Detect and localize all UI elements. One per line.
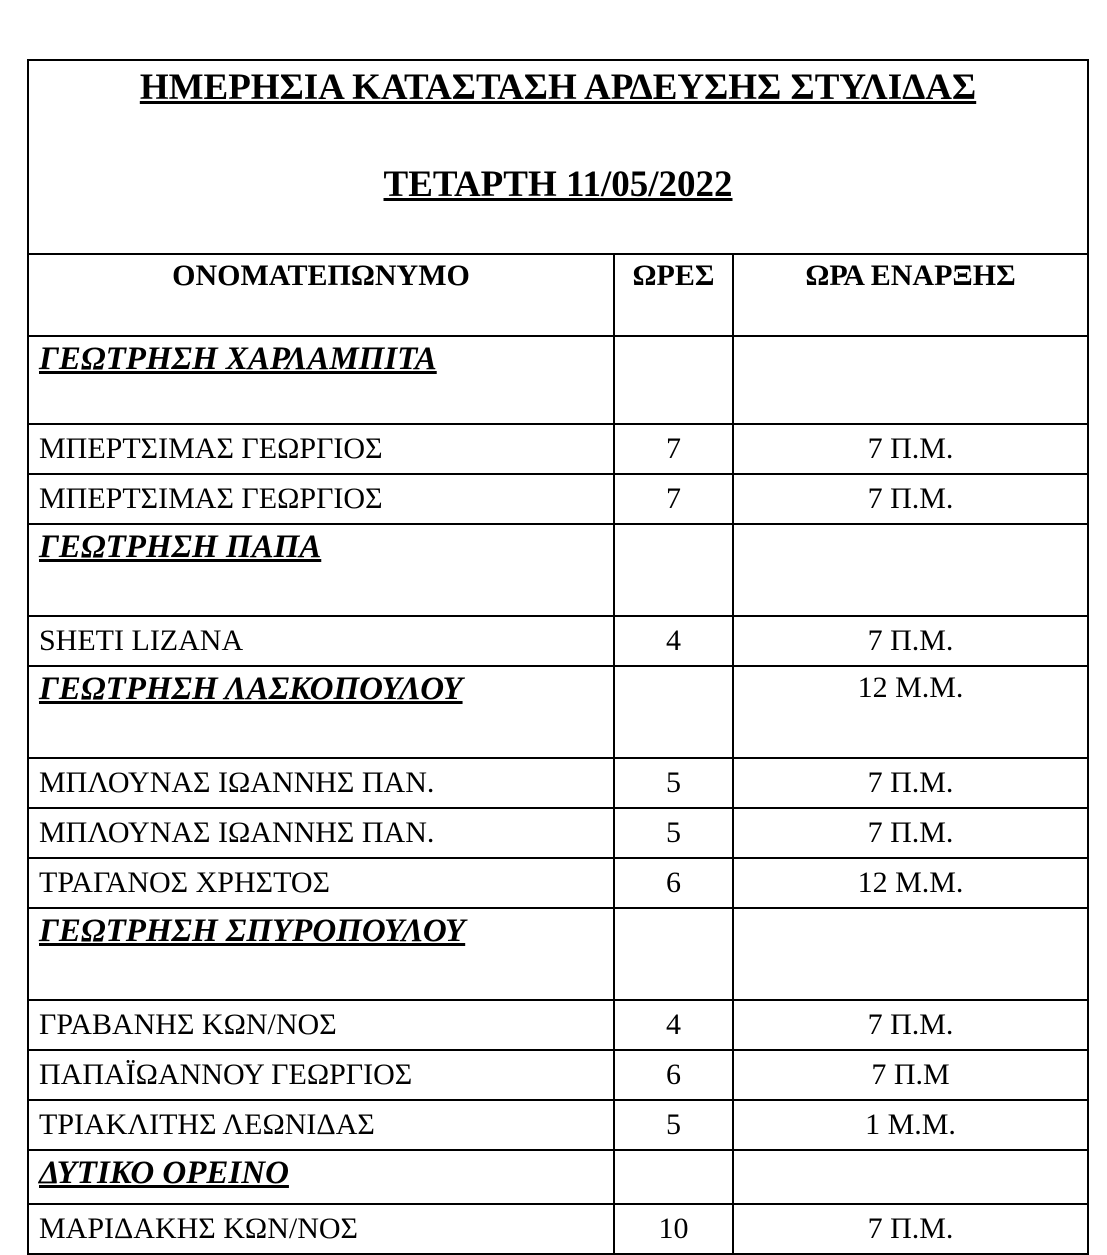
title-cell — [28, 60, 1088, 254]
table-row — [28, 808, 1088, 858]
section-name: ΓΕΩΤΡΗΣΗ ΧΑΡΛΑΜΠΙΤΑ — [28, 336, 614, 424]
row-name: ΜΠΛΟΥΝΑΣ ΙΩΑΝΝΗΣ ΠΑΝ. — [28, 758, 614, 808]
row-start: 12 Μ.Μ. — [733, 858, 1088, 908]
row-start: 7 Π.Μ. — [733, 474, 1088, 524]
section-row — [28, 908, 1088, 1000]
row-name: ΤΡΙΑΚΛΙΤΗΣ ΛΕΩΝΙΔΑΣ — [28, 1100, 614, 1150]
row-hours: 10 — [614, 1204, 733, 1254]
irrigation-schedule-document — [27, 59, 1087, 1255]
row-name: ΓΡΑΒΑΝΗΣ ΚΩΝ/ΝΟΣ — [28, 1000, 614, 1050]
row-hours: 6 — [614, 858, 733, 908]
section-row — [28, 1150, 1088, 1204]
table-row — [28, 858, 1088, 908]
table-row — [28, 474, 1088, 524]
section-name: ΔΥΤΙΚΟ ΟΡΕΙΝΟ — [28, 1150, 614, 1204]
row-name: ΜΠΕΡΤΣΙΜΑΣ ΓΕΩΡΓΙΟΣ — [28, 474, 614, 524]
table-row — [28, 1100, 1088, 1150]
row-start: 7 Π.Μ. — [733, 424, 1088, 474]
row-name: ΠΑΠΑΪΩΑΝΝΟΥ ΓΕΩΡΓΙΟΣ — [28, 1050, 614, 1100]
header-row — [28, 254, 1088, 336]
row-start: 7 Π.Μ. — [733, 808, 1088, 858]
row-name: ΜΑΡΙΔΑΚΗΣ ΚΩΝ/ΝΟΣ — [28, 1204, 614, 1254]
table-row — [28, 616, 1088, 666]
row-hours: 7 — [614, 424, 733, 474]
section-row — [28, 666, 1088, 758]
section-name: ΓΕΩΤΡΗΣΗ ΣΠΥΡΟΠΟΥΛΟΥ — [28, 908, 614, 1000]
row-start: 7 Π.Μ. — [733, 616, 1088, 666]
section-start — [733, 908, 1088, 1000]
section-start — [733, 1150, 1088, 1204]
section-hours — [614, 908, 733, 1000]
header-name: ΟΝΟΜΑΤΕΠΩΝΥΜΟ — [28, 254, 614, 336]
schedule-table — [27, 59, 1089, 1255]
section-start — [733, 524, 1088, 616]
section-hours — [614, 336, 733, 424]
section-row — [28, 524, 1088, 616]
row-hours: 6 — [614, 1050, 733, 1100]
row-hours: 5 — [614, 808, 733, 858]
section-row — [28, 336, 1088, 424]
table-row — [28, 424, 1088, 474]
row-name: SHETI LIZANA — [28, 616, 614, 666]
row-hours: 4 — [614, 1000, 733, 1050]
row-name: ΜΠΕΡΤΣΙΜΑΣ ΓΕΩΡΓΙΟΣ — [28, 424, 614, 474]
document-title: ΗΜΕΡΗΣΙΑ ΚΑΤΑΣΤΑΣΗ ΑΡΔΕΥΣΗΣ ΣΤΥΛΙΔΑΣ — [139, 67, 977, 108]
row-start: 7 Π.Μ. — [733, 1000, 1088, 1050]
section-name: ΓΕΩΤΡΗΣΗ ΠΑΠΑ — [28, 524, 614, 616]
document-date: ΤΕΤΑΡΤΗ 11/05/2022 — [383, 163, 733, 205]
row-start: 1 Μ.Μ. — [733, 1100, 1088, 1150]
section-name: ΓΕΩΤΡΗΣΗ ΛΑΣΚΟΠΟΥΛΟΥ — [28, 666, 614, 758]
row-hours: 7 — [614, 474, 733, 524]
row-start: 7 Π.Μ — [733, 1050, 1088, 1100]
header-start: ΩΡΑ ΕΝΑΡΞΗΣ — [733, 254, 1088, 336]
table-row — [28, 1000, 1088, 1050]
section-hours — [614, 1150, 733, 1204]
section-start: 12 Μ.Μ. — [733, 666, 1088, 758]
row-name: ΜΠΛΟΥΝΑΣ ΙΩΑΝΝΗΣ ΠΑΝ. — [28, 808, 614, 858]
row-hours: 5 — [614, 1100, 733, 1150]
section-hours — [614, 666, 733, 758]
section-hours — [614, 524, 733, 616]
table-row — [28, 758, 1088, 808]
header-hours: ΩΡΕΣ — [614, 254, 733, 336]
section-start — [733, 336, 1088, 424]
row-start: 7 Π.Μ. — [733, 1204, 1088, 1254]
row-hours: 5 — [614, 758, 733, 808]
row-hours: 4 — [614, 616, 733, 666]
table-row — [28, 1204, 1088, 1254]
table-row — [28, 1050, 1088, 1100]
row-start: 7 Π.Μ. — [733, 758, 1088, 808]
title-row — [28, 60, 1088, 254]
row-name: ΤΡΑΓΑΝΟΣ ΧΡΗΣΤΟΣ — [28, 858, 614, 908]
